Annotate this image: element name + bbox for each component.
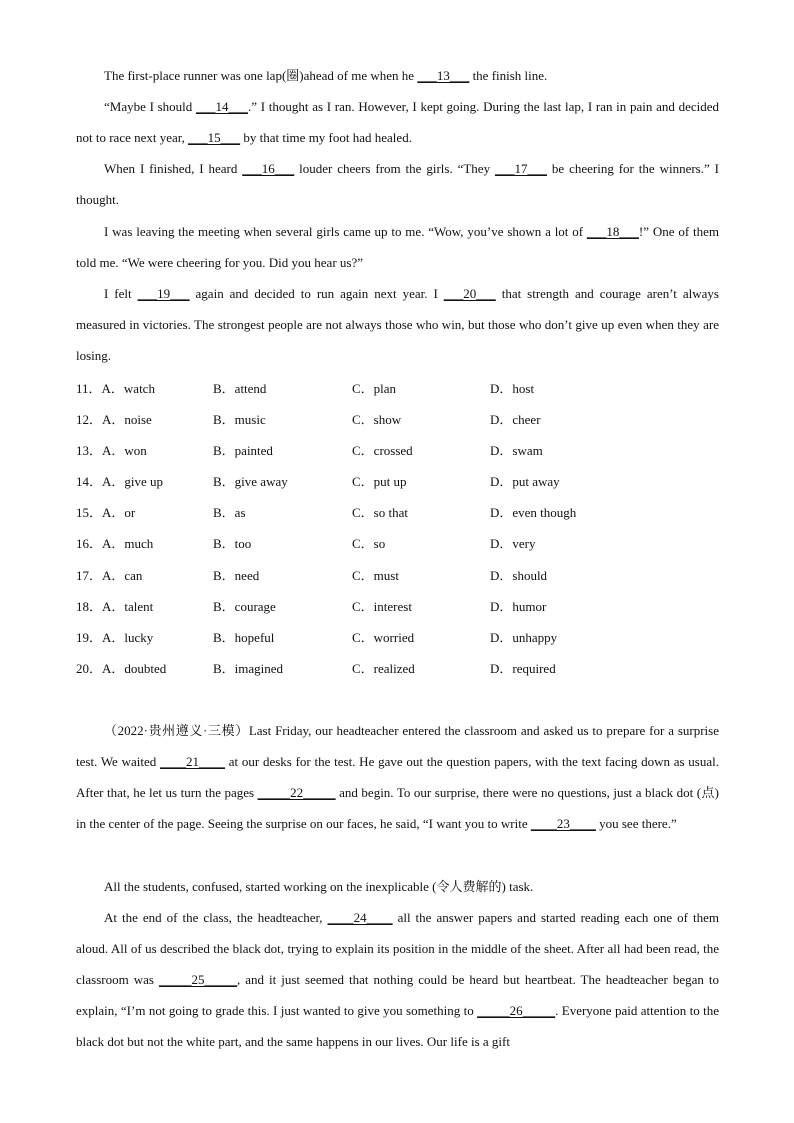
option-a[interactable]: 18．A．talent	[76, 598, 154, 614]
passage2-paragraph-1: （2022·贵州遵义·三模）Last Friday, our headteacher entered the classroom and asked us to prepare for a surprise test. We waited ____21____ at our desks for the test. He gave out the question papers, with the text facing down as usual. After that, he let us turn the pages _____22_____ and begin. To our surprise, there were no questions, just a black dot (点) in the center of the page. Seeing the surprise on our faces, he said, “I want you to write ____23____ you see there.”	[76, 723, 720, 831]
option-b[interactable]: B．too	[213, 536, 252, 552]
blank-15[interactable]: ___15___	[188, 130, 241, 145]
option-c[interactable]: C．interest	[352, 598, 412, 614]
question-row-13	[76, 435, 719, 466]
option-a[interactable]: 19．A．lucky	[76, 629, 154, 645]
option-b[interactable]: B．as	[213, 505, 246, 521]
option-c[interactable]: C．crossed	[352, 443, 413, 459]
option-b[interactable]: B．give away	[213, 474, 288, 490]
option-d[interactable]: D．swam	[490, 443, 543, 459]
passage1-paragraph-4: I was leaving the meeting when several girls came up to me. “Wow, you’ve shown a lot of ___18___!” One of them told me. “We were cheering for you. Did you hear us?”	[76, 224, 719, 270]
blank-14[interactable]: ___14___	[196, 99, 248, 114]
option-a[interactable]: 20．A．doubted	[76, 660, 167, 676]
blank-22[interactable]: _____22_____	[257, 785, 336, 800]
passage2-paragraph-2: All the students, confused, started working on the inexplicable (令人费解的) task.	[104, 879, 534, 894]
question-row-12	[76, 404, 719, 435]
question-row-19	[76, 622, 719, 653]
passage1-paragraph-3: When I finished, I heard ___16___ louder cheers from the girls. “They ___17___ be cheering for the winners.” I thought.	[76, 161, 719, 207]
question-row-17	[76, 560, 719, 591]
option-b[interactable]: B．need	[213, 567, 260, 583]
option-c[interactable]: C．realized	[352, 660, 415, 676]
blank-20[interactable]: ___20___	[443, 286, 496, 301]
option-a[interactable]: 17．A．can	[76, 567, 143, 583]
question-row-16	[76, 528, 719, 559]
blank-16[interactable]: ___16___	[242, 161, 295, 176]
option-a[interactable]: 16．A．much	[76, 536, 154, 552]
passage1-paragraph-1: The first-place runner was one lap(圈)ahead of me when he ___13___ the finish line.	[104, 68, 548, 83]
answer-options	[76, 373, 719, 684]
option-c[interactable]: C．worried	[352, 629, 415, 645]
blank-26[interactable]: _____26_____	[477, 1003, 556, 1018]
passage1-paragraph-2: “Maybe I should ___14___.” I thought as I ran. However, I kept going. During the last lap, I ran in pain and decided not to race next year, ___15___ by that time my foot had healed.	[76, 99, 719, 145]
option-b[interactable]: B．imagined	[213, 660, 284, 676]
option-c[interactable]: C．so that	[352, 505, 408, 521]
option-d[interactable]: D．host	[490, 381, 535, 396]
option-d[interactable]: D．unhappy	[490, 629, 558, 645]
option-a[interactable]: 12．A．noise	[76, 412, 152, 428]
question-row-11	[76, 373, 719, 404]
option-a[interactable]: 13．A．won	[76, 443, 147, 459]
blank-17[interactable]: ___17___	[494, 161, 547, 176]
option-d[interactable]: D．should	[490, 567, 548, 583]
blank-19[interactable]: ___19___	[137, 286, 190, 301]
blank-23[interactable]: ____23____	[530, 816, 596, 831]
passage1-paragraph-5: I felt ___19___ again and decided to run again next year. I ___20___ that strength and courage aren’t always measured in victories. The strongest people are not always those who win, but those who don’t give up even when they are losing.	[76, 286, 719, 363]
option-b[interactable]: B．painted	[213, 443, 273, 459]
option-b[interactable]: B．courage	[213, 598, 276, 614]
option-a[interactable]: 15．A．or	[76, 505, 136, 521]
option-c[interactable]: C．must	[352, 567, 399, 583]
option-b[interactable]: B．attend	[213, 381, 267, 396]
option-c[interactable]: C．so	[352, 536, 386, 552]
option-a[interactable]: 11．A．watch	[76, 381, 155, 396]
option-c[interactable]: C．plan	[352, 381, 397, 396]
option-b[interactable]: B．hopeful	[213, 629, 275, 645]
option-d[interactable]: D．put away	[490, 474, 560, 490]
question-row-18	[76, 591, 719, 622]
option-d[interactable]: D．required	[490, 660, 556, 676]
blank-18[interactable]: ___18___	[586, 224, 639, 239]
question-row-20	[76, 653, 719, 684]
option-d[interactable]: D．cheer	[490, 412, 541, 428]
option-b[interactable]: B．music	[213, 412, 266, 428]
blank-21[interactable]: ____21____	[159, 754, 225, 769]
question-row-14	[76, 466, 719, 497]
option-c[interactable]: C．put up	[352, 474, 407, 490]
option-d[interactable]: D．humor	[490, 598, 547, 614]
option-d[interactable]: D．very	[490, 536, 536, 552]
option-a[interactable]: 14．A．give up	[76, 474, 164, 490]
option-d[interactable]: D．even though	[490, 505, 577, 521]
blank-25[interactable]: _____25_____	[158, 972, 237, 987]
question-row-15	[76, 497, 719, 528]
blank-13[interactable]: ___13___	[417, 68, 470, 83]
blank-24[interactable]: ____24____	[327, 910, 393, 925]
passage2-paragraph-3: At the end of the class, the headteacher, ____24____ all the answer papers and started reading each one of them aloud. All of us described the black dot, trying to explain its position in the middle of the sheet. After all had been read, the classroom was _____25_____, and it just seemed that nothing could be heard but heartbeat. The headteacher began to explain, “I’m not going to grade this. I just wanted to give you something to _____26_____. Everyone paid attention to the black dot but not the white part, and the same happens in our lives. Our life is a gift	[76, 910, 719, 1049]
option-c[interactable]: C．show	[352, 412, 402, 428]
